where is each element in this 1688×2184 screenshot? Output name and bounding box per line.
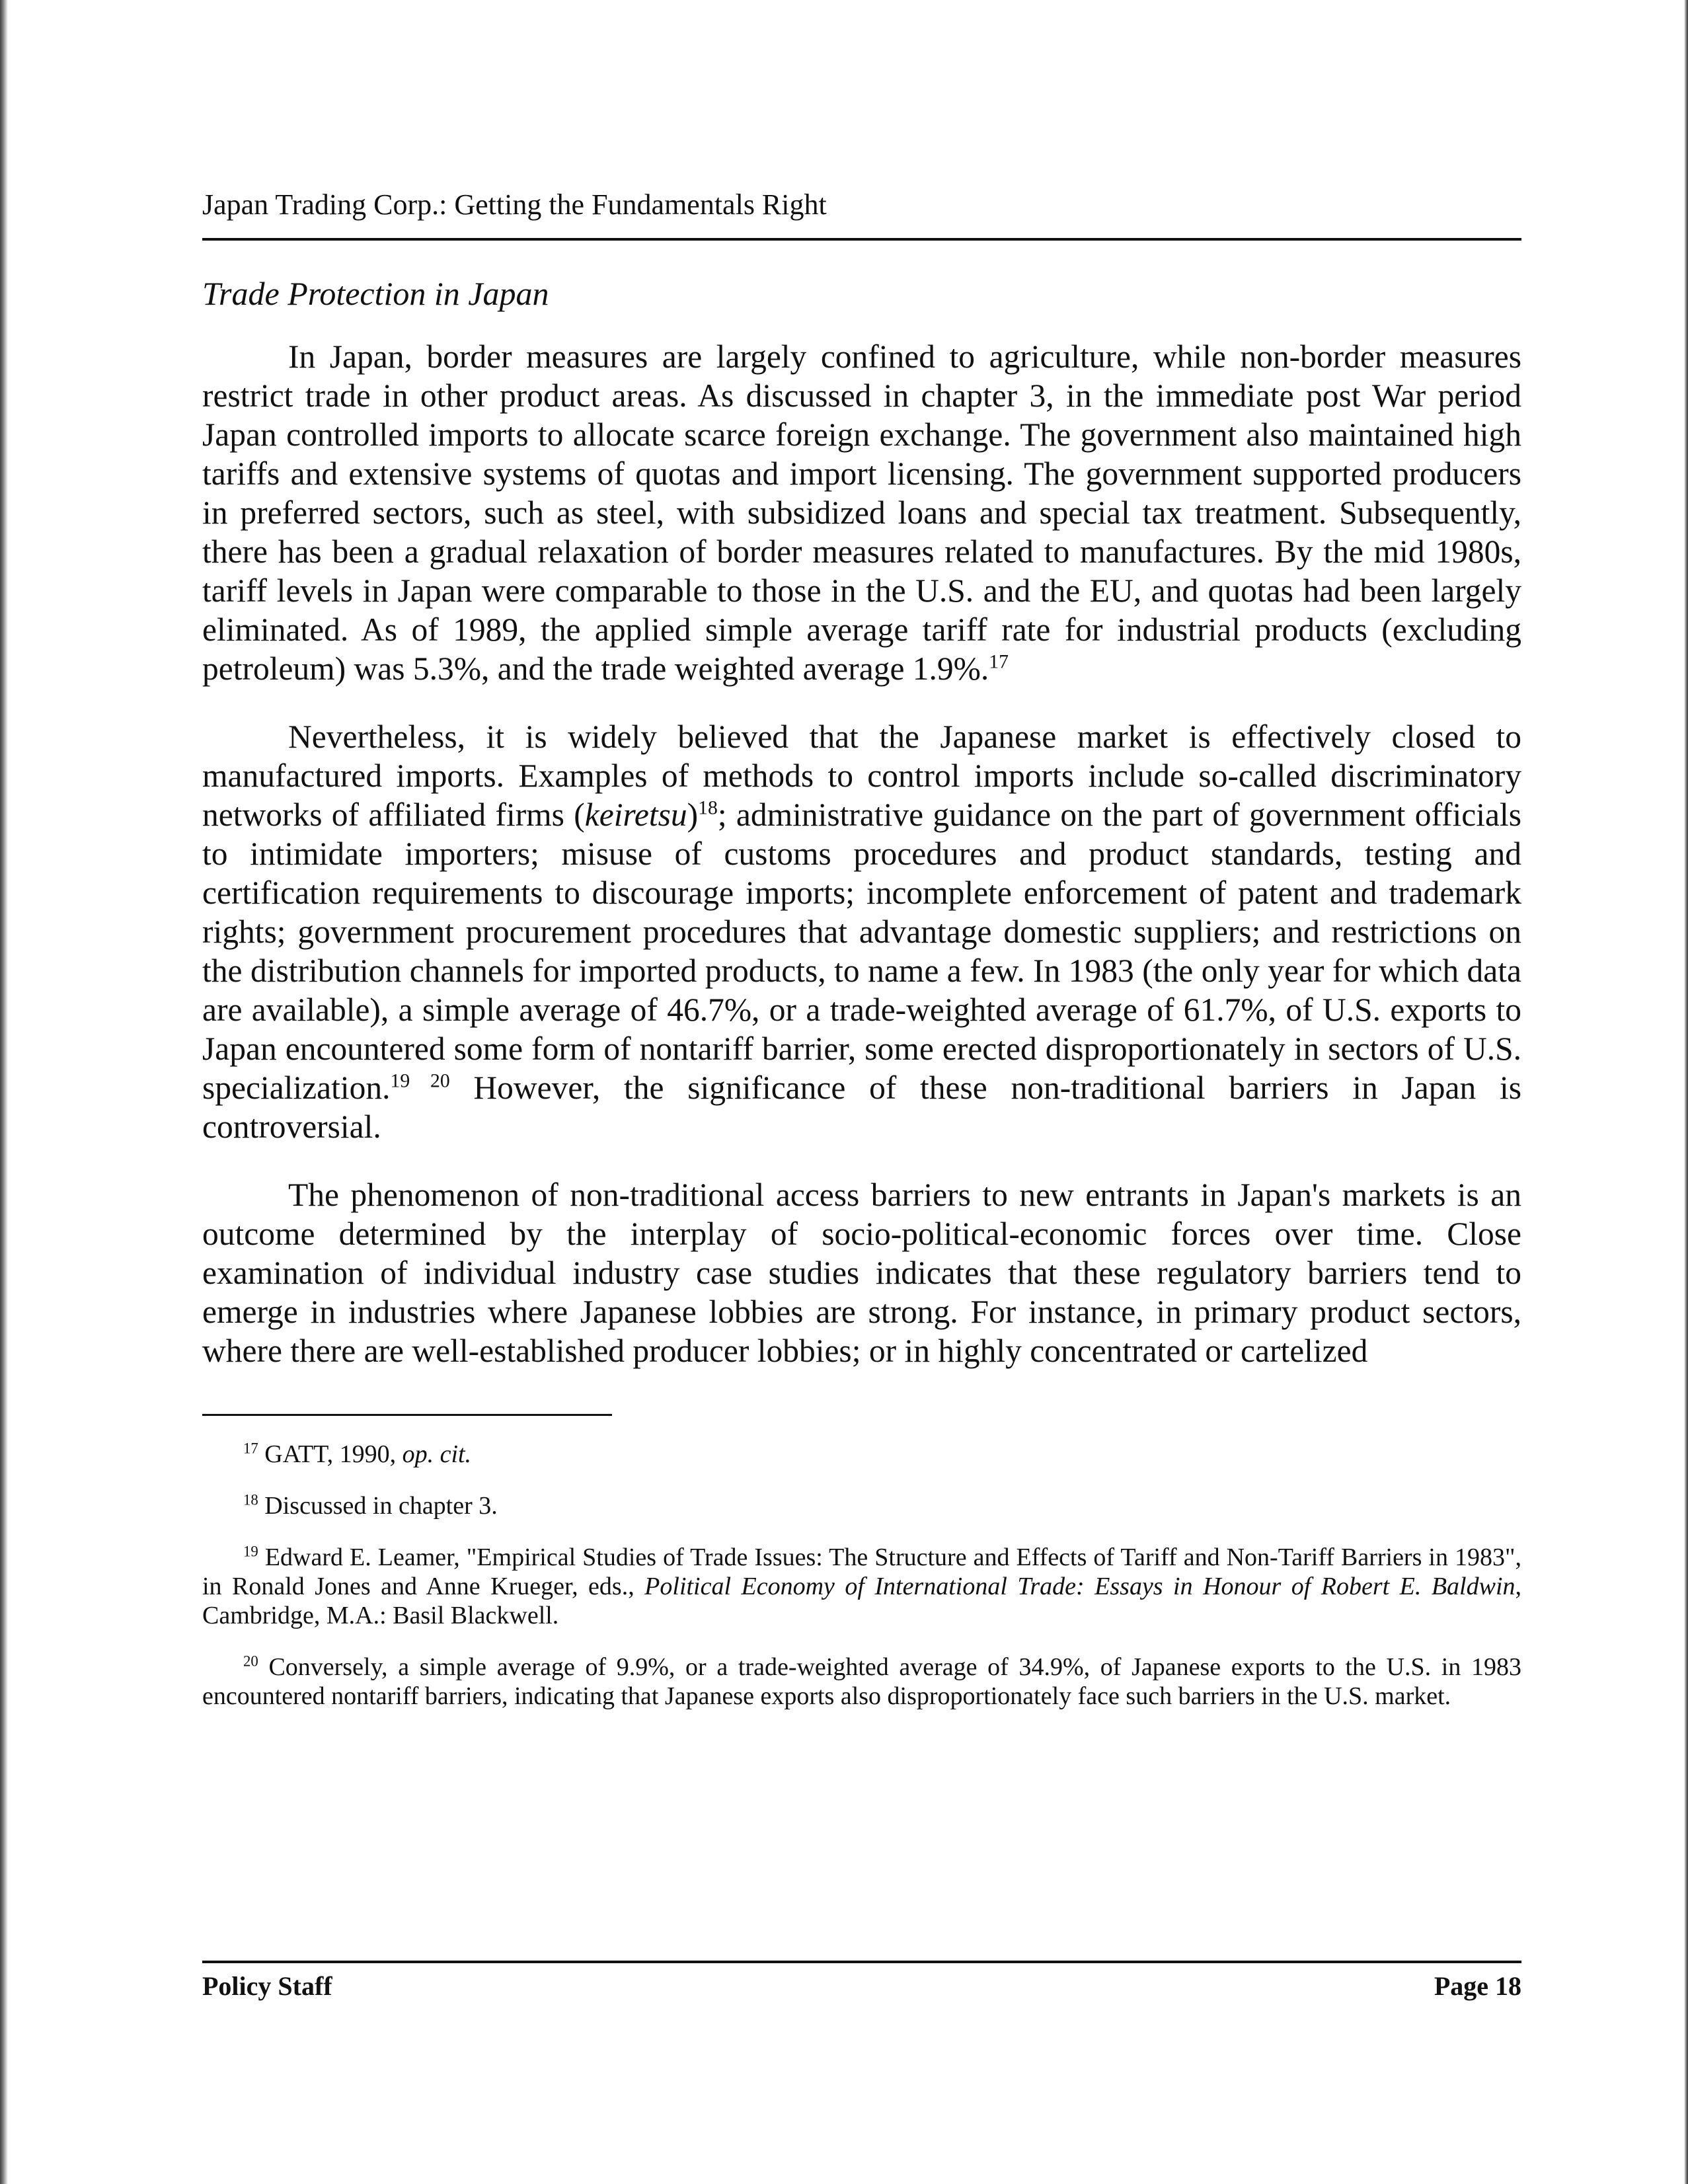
footnote-rule [202,1414,612,1416]
footnote-18 [202,1491,1521,1520]
paragraph-1-text: In Japan, border measures are largely confined to agriculture, while non-border measures restrict trade in other product areas. As discussed in chapter 3, in the immediate post War period Japan controlled imports to allocate scarce foreign exchange. The government also maintained high tariffs and extensive systems of quotas and import licensing. The government supported producers in preferred sectors, such as steel, with subsidized loans and special tax treatment. Subsequently, there has been a gradual relaxation of border measures related to manufactures. By the mid 1980s, tariff levels in Japan were comparable to those in the U.S. and the EU, and quotas had been largely eliminated. As of 1989, the applied simple average tariff rate for industrial products (excluding petroleum) was 5.3%, and the trade weighted average 1.9%. [202,338,1521,687]
footnote-text: , Cambridge, M.A.: Basil Blackwell. [202,1573,1521,1629]
document-page [202,185,1521,1711]
section-heading: Trade Protection in Japan [202,275,549,312]
keiretsu-term: keiretsu [584,797,687,833]
footnote-text: Discussed in chapter 3. [258,1492,498,1520]
footer-left-label: Policy Staff [202,1971,332,2001]
paragraph-3: The phenomenon of non-traditional access barriers to new entrants in Japan's markets is an outcome determined by the interplay of socio-political-economic forces over time. Close examination of individual industry case studies indicates that these regulatory barriers tend to emerge in industries where Japanese lobbies are strong. For instance, in primary product sectors, where there are well-established producer lobbies; or in highly concentrated or cartelized [202,1177,1521,1369]
paragraph-2 [202,717,1521,1146]
paragraph-2-text-d: However, the significance of these non-traditional barriers in Japan is controversial. [202,1070,1522,1145]
header-rule [202,238,1521,241]
footnote-number: 18 [243,1491,258,1508]
running-header: Japan Trading Corp.: Getting the Fundamentals Right [202,188,827,221]
footnote-text: Edward E. Leamer, "Empirical Studies of Trade Issues: The Structure and Effects of Tariff and Non-Tariff Barriers in 1983", in Ronald Jones and Anne Krueger, eds., [202,1543,1521,1600]
footnote-17 [202,1440,1521,1469]
paragraph-2-text-c: ; administrative guidance on the part of government officials to intimidate importers; misuse of customs procedures and product standards, testing and certification requirements to discourage imports; incomplete enforcement of patent and trademark rights; government procurement procedures that advantage domestic suppliers; and restrictions on the distribution channels for imported products, to name a few. In 1983 (the only year for which data are available), a simple average of 46.7%, or a trade-weighted average of 61.7%, of U.S. exports to Japan encountered some form of nontariff barrier, some erected disproportionately in sectors of U.S. specialization. [202,797,1521,1106]
footnote-number: 20 [243,1653,258,1670]
footnote-text: Conversely, a simple average of 9.9%, or a trade-weighted average of 34.9%, of Japanese exports to the U.S. in 1983 encountered nontariff barriers, indicating that Japanese exports also disproportionately face such barriers in the U.S. market. [202,1653,1521,1710]
paragraph-2-text-b: ) [687,797,699,833]
footnote-19 [202,1543,1521,1630]
footnote-text: GATT, 1990, [258,1440,403,1468]
footer-rule [202,1961,1521,1963]
footnote-italic: op. cit. [402,1440,472,1468]
footnote-italic: Political Economy of International Trade: Essays in Honour of Robert E. Baldwin [644,1573,1515,1600]
scan-edge-left [0,0,8,2184]
scan-edge-right [1684,0,1688,2184]
footnote-20 [202,1653,1521,1711]
footnote-number: 19 [243,1543,258,1560]
footnote-ref-19-20[interactable]: 19 20 [390,1070,450,1092]
footer-row [202,1970,1521,2003]
paragraph-1 [202,337,1521,688]
footnote-ref-18[interactable]: 18 [698,797,718,819]
paragraph-2-text-a: Nevertheless, it is widely believed that the Japanese market is effectively closed to manufactured imports. Examples of methods to control imports include so-called discriminatory networks of affiliated firms ( [202,719,1521,833]
footnote-ref-17[interactable]: 17 [989,651,1009,673]
page-footer [202,1961,1521,2003]
page-number: Page 18 [1434,1971,1521,2001]
footnote-number: 17 [243,1440,258,1457]
